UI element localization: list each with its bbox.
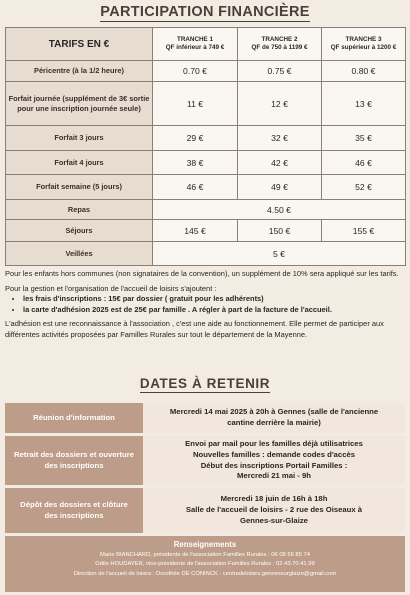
note-management: Pour la gestion et l'organisation de l'accueil de loisirs s'ajoutent : (5, 283, 217, 293)
tranche-3-qf: QF supérieur à 1200 € (330, 44, 397, 51)
tarifs-table (5, 27, 406, 266)
notes-section (5, 269, 405, 344)
cell-value: 49 € (238, 175, 322, 200)
date-line: Nouvelles familles : demande codes d'accès (192, 449, 356, 459)
table-row (6, 151, 406, 175)
date-row-details (143, 488, 405, 533)
cell-value: 52 € (322, 175, 406, 200)
cell-value: 155 € (322, 220, 406, 242)
row-label: Repas (6, 200, 153, 220)
date-line: Mercredi 18 juin de 16h à 18h (220, 494, 328, 504)
tranche-2-qf: QF de 750 à 1199 € (251, 44, 308, 51)
date-row-label: Réunion d'information (5, 403, 143, 433)
tarifs-header-label: TARIFS EN € (6, 28, 153, 61)
dates-title-text: DATES À RETENIR (139, 376, 271, 391)
date-row-depot (5, 488, 405, 533)
cell-value: 5 € (153, 242, 406, 266)
tranche-1-qf: QF inférieur à 749 € (165, 44, 225, 51)
cell-value: 35 € (322, 126, 406, 151)
cell-value: 12 € (238, 82, 322, 126)
cell-value: 11 € (153, 82, 238, 126)
table-header-row (6, 28, 406, 61)
cell-value: 0.80 € (322, 61, 406, 82)
date-line: Gennes-sur-Glaize (240, 515, 308, 525)
footer-title: Renseignements (173, 540, 237, 549)
notes-list (23, 294, 405, 315)
cell-value: 46 € (322, 151, 406, 175)
date-row-label: Retrait des dossiers et ouverture des inscriptions (5, 436, 143, 485)
table-row (6, 175, 406, 200)
cell-value: 4.50 € (153, 200, 406, 220)
cell-value: 42 € (238, 151, 322, 175)
row-label: Veillées (6, 242, 153, 266)
footer-contact-line: Direction de l'accueil de loisirs : Dorothée DE CONINCK : centredeloisirs.gennessurglaize@gmail.com (73, 570, 337, 577)
table-row (6, 82, 406, 126)
cell-value: 46 € (153, 175, 238, 200)
table-row (6, 242, 406, 266)
row-label: Séjours (6, 220, 153, 242)
row-label: Forfait semaine (5 jours) (6, 175, 153, 200)
cell-value: 29 € (153, 126, 238, 151)
footer-contact-line: Odile HOUDAYER, vice-présidente de l'association Familles Rurales : 02.43.70.41.99 (95, 561, 315, 568)
cell-value: 38 € (153, 151, 238, 175)
note-supplement: Pour les enfants hors communes (non signataires de la convention), un supplément de 10% sera appliqué sur les tarifs. (5, 269, 399, 278)
cell-value: 145 € (153, 220, 238, 242)
page-title-text: PARTICIPATION FINANCIÈRE (100, 4, 310, 20)
date-line: Salle de l'accueil de loisirs - 2 rue des Oiseaux à (185, 505, 363, 515)
table-row (6, 200, 406, 220)
cell-value: 13 € (322, 82, 406, 126)
table-row (6, 126, 406, 151)
date-row-retrait (5, 436, 405, 485)
list-item: • la carte d'adhésion 2025 est de 25€ par famille . A régler à part de la facture de l'accueil. (23, 305, 405, 316)
footer-contact-line: Marie BIANCHARD, présidente de l'association Familles Rurales : 06 08 56 85 74 (100, 552, 310, 558)
row-label: Forfait 3 jours (6, 126, 153, 151)
date-row-details (143, 403, 405, 433)
row-label: Forfait 4 jours (6, 151, 153, 175)
tranche-3-header (322, 28, 406, 61)
tranche-1-header (153, 28, 238, 61)
table-row (6, 220, 406, 242)
note-adhesion: L'adhésion est une reconnaissance à l'association , c'est une aide au fonctionnement. Elle permet de participer aux différentes activités proposées par Familles Rurales sur tout le département de la Mayenne. (5, 319, 384, 339)
date-row-label: Dépôt des dossiers et clôture des inscriptions (5, 488, 143, 533)
date-row-details (143, 436, 405, 485)
table-row (6, 61, 406, 82)
date-line: Début des inscriptions Portail Familles : (200, 460, 348, 470)
date-line: Envoi par mail pour les familles déjà utilisatrices (185, 438, 363, 448)
tranche-2-name: TRANCHE 2 (261, 35, 298, 43)
date-row-reunion (5, 403, 405, 433)
tranche-1-name: TRANCHE 1 (176, 35, 214, 43)
list-item: • les frais d'inscriptions : 15€ par dossier ( gratuit pour les adhérents) (23, 294, 405, 305)
row-label: Péricentre (à la 1/2 heure) (6, 61, 153, 82)
date-line: Mercredi 21 mai - 9h (237, 471, 311, 481)
page-title (0, 4, 410, 20)
contact-footer (5, 536, 405, 592)
row-label: Forfait journée (supplément de 3€ sortie pour une inscription journée seule) (6, 82, 153, 126)
date-line: cantine derrière la mairie) (227, 418, 321, 427)
tranche-3-name: TRANCHE 3 (345, 35, 382, 43)
dates-title (0, 376, 410, 391)
cell-value: 32 € (238, 126, 322, 151)
cell-value: 150 € (238, 220, 322, 242)
date-line: Mercredi 14 mai 2025 à 20h à Gennes (salle de l'ancienne (169, 407, 379, 417)
cell-value: 0.75 € (238, 61, 322, 82)
tranche-2-header (238, 28, 322, 61)
cell-value: 0.70 € (153, 61, 238, 82)
